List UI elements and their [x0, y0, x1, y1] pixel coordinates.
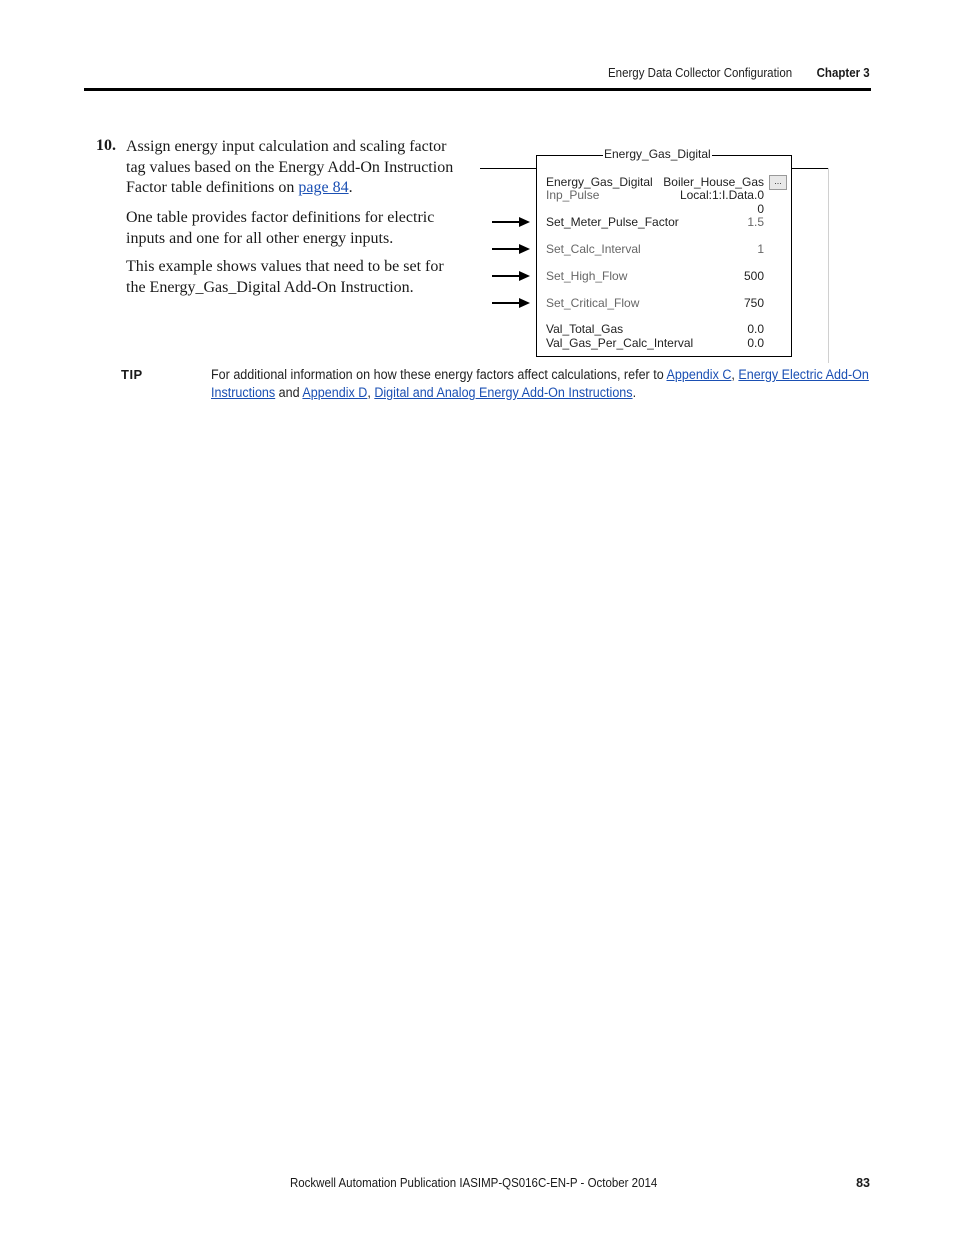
set-high-flow-value[interactable]: 500: [743, 269, 764, 283]
step-paragraph-1: [126, 137, 466, 199]
set-critical-flow-label: Set_Critical_Flow: [546, 296, 640, 310]
arrow-right-icon: [492, 297, 530, 309]
digital-analog-aoi-link[interactable]: Digital and Analog Energy Add-On Instructions: [374, 385, 633, 400]
step-paragraph-1-suffix: .: [348, 179, 353, 196]
arrow-right-icon: [492, 243, 530, 255]
tip-conjunction: and: [275, 385, 303, 400]
footer-publication: Rockwell Automation Publication IASIMP-QS016C-EN-P - October 2014: [289, 1176, 657, 1190]
val-total-gas-label: Val_Total_Gas: [546, 322, 624, 336]
step-number: 10.: [96, 137, 116, 154]
rung-line-left: [480, 168, 536, 169]
energy-electric-aoi-link[interactable]: Energy Electric Add-On Instructions: [211, 367, 869, 400]
instruction-properties-button[interactable]: ...: [769, 175, 787, 190]
power-rail-right: [828, 168, 829, 363]
set-calc-interval-label: Set_Calc_Interval: [546, 242, 641, 256]
inp-pulse-label: Inp_Pulse: [546, 188, 600, 202]
appendix-d-link[interactable]: Appendix D: [302, 385, 368, 400]
instruction-name-label: Energy_Gas_Digital: [546, 175, 653, 189]
instruction-tag-value[interactable]: Boiler_House_Gas: [663, 175, 764, 189]
val-total-gas-value: 0.0: [747, 322, 764, 336]
running-header-chapter: Chapter 3: [816, 66, 870, 80]
tip-separator: ,: [731, 367, 739, 382]
tip-suffix: .: [632, 385, 637, 400]
step-paragraph-2: One table provides factor definitions for electric inputs and one for all other energy inputs.: [126, 209, 435, 247]
page-number: 83: [856, 1176, 870, 1190]
instruction-block-title: Energy_Gas_Digital: [604, 147, 711, 161]
arrow-right-icon: [492, 270, 530, 282]
arrow-right-icon: [492, 216, 530, 228]
tip-text-prefix: For additional information on how these energy factors affect calculations, refer to: [211, 367, 667, 382]
set-critical-flow-value[interactable]: 750: [743, 296, 764, 310]
rung-line-right: [791, 168, 829, 169]
step-paragraph-3: This example shows values that need to be set for the Energy_Gas_Digital Add-On Instruction.: [126, 258, 444, 296]
set-meter-pulse-factor-value[interactable]: 1.5: [747, 215, 764, 229]
running-header-section: Energy Data Collector Configuration: [607, 66, 792, 80]
page-84-link[interactable]: page 84: [298, 179, 349, 196]
tip-separator: ,: [367, 385, 375, 400]
val-gas-per-calc-interval-value: 0.0: [747, 336, 764, 350]
tip-label: TIP: [121, 367, 143, 382]
set-meter-pulse-factor-label: Set_Meter_Pulse_Factor: [546, 215, 679, 229]
val-gas-per-calc-interval-label: Val_Gas_Per_Calc_Interval: [546, 336, 694, 350]
inp-pulse-value[interactable]: Local:1:I.Data.0: [679, 188, 764, 202]
tip-text: [211, 366, 871, 402]
set-calc-interval-value[interactable]: 1: [757, 242, 764, 256]
appendix-c-link[interactable]: Appendix C: [666, 367, 732, 382]
step-paragraph-1-text: Assign energy input calculation and scaling factor tag values based on the Energy Add-On Instruction Factor table definitions on: [126, 138, 454, 196]
inp-pulse-state: 0: [757, 202, 764, 216]
set-high-flow-label: Set_High_Flow: [546, 269, 628, 283]
header-rule: [84, 88, 871, 91]
